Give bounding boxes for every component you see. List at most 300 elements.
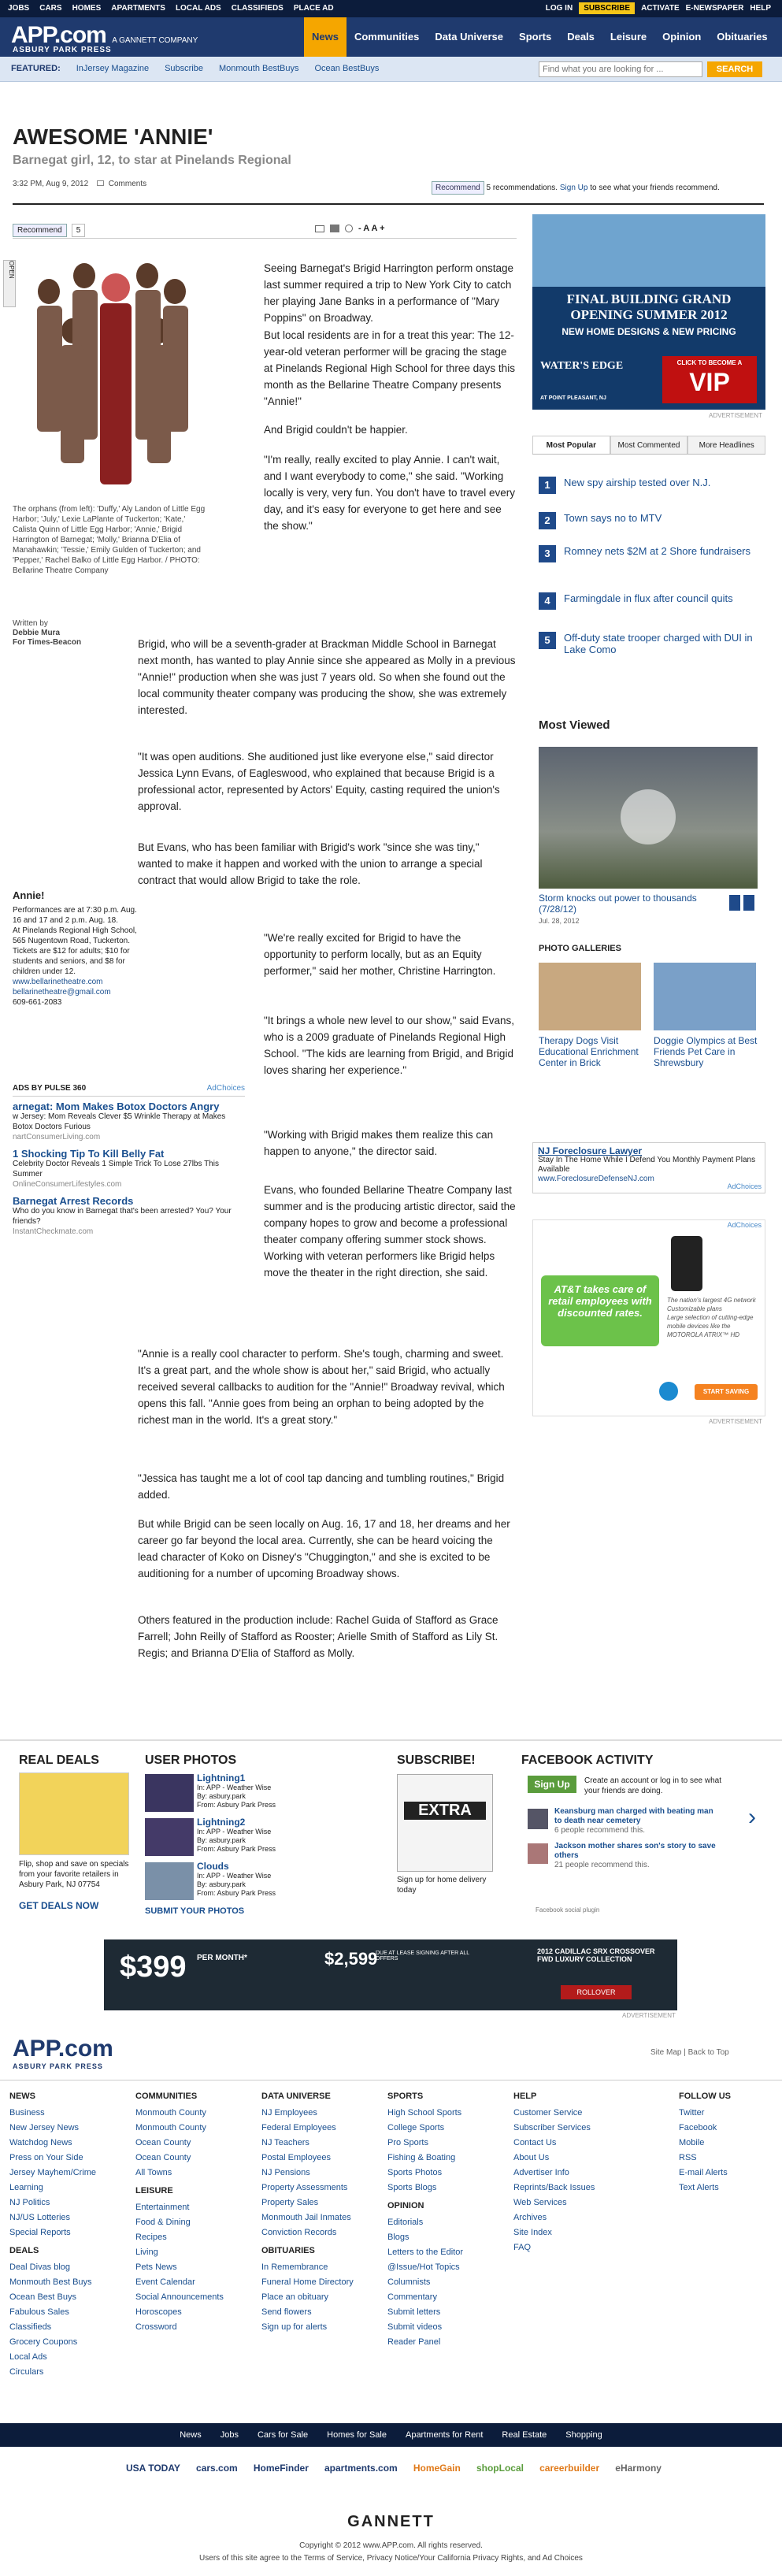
footer-link[interactable]: Grocery Coupons <box>9 2337 78 2347</box>
footer-link[interactable]: Funeral Home Directory <box>261 2277 354 2287</box>
paragraph: "It brings a whole new level to our show," said Evans, who is a 2009 graduate of Pinelands Regional High School. "The kids are learning from Brigid, and Brigid loves sharing her experience." <box>264 1015 515 1076</box>
featured-subscribe[interactable]: Subscribe <box>165 64 203 73</box>
footer-link[interactable]: Entertainment <box>135 2203 190 2212</box>
utility-link-apartments[interactable]: APARTMENTS <box>111 4 165 13</box>
nav-news[interactable]: News <box>304 17 347 57</box>
subscribe-title: SUBSCRIBE! <box>397 1754 476 1767</box>
photo-item <box>197 1818 276 1854</box>
tab-more-headlines[interactable]: More Headlines <box>687 436 765 454</box>
footer-link[interactable]: Editorials <box>387 2218 424 2227</box>
footer-col-follow <box>679 2089 773 2196</box>
att-cta-button[interactable]: START SAVING NOW <box>695 1384 758 1400</box>
utility-link-local-ads[interactable]: LOCAL ADS <box>175 4 221 13</box>
att-bullet: The nation's largest 4G network <box>667 1297 756 1304</box>
logo-company: A GANNETT COMPANY <box>112 36 198 45</box>
footer-link[interactable]: Sports Blogs <box>387 2183 437 2192</box>
partner-logos <box>126 2463 662 2474</box>
popular-item-link[interactable]: Town says no to MTV <box>564 512 662 524</box>
phone-image <box>671 1236 702 1291</box>
next-arrow-icon[interactable] <box>743 895 754 911</box>
footer-link[interactable]: Food & Dining <box>135 2218 191 2227</box>
text-size-icon[interactable]: - A A + <box>358 224 385 233</box>
footer-link[interactable]: Classifieds <box>9 2322 52 2332</box>
footer-link[interactable]: Send flowers <box>261 2307 312 2317</box>
logo-paper-name: ASBURY PARK PRESS <box>13 46 112 54</box>
partner-logo[interactable]: cars.com <box>196 2463 238 2474</box>
subscribe-text[interactable]: Sign up for home delivery today <box>397 1876 487 1895</box>
footer-link[interactable]: Monmouth Jail Inmates <box>261 2213 351 2222</box>
foreclosure-ad[interactable] <box>532 1142 765 1193</box>
photo-meta: In: APP - Weather Wise <box>197 1784 272 1791</box>
facebook-activity-title: FACEBOOK ACTIVITY <box>521 1754 654 1767</box>
footer-link[interactable]: Press on Your Side <box>9 2153 83 2162</box>
ad-model: 2012 CADILLAC SRX CROSSOVER FWD LUXURY COLLECTION <box>537 1947 655 1963</box>
twitter-link[interactable]: Twitter <box>679 2108 705 2118</box>
headline-rule <box>13 203 764 205</box>
print-icon[interactable] <box>330 225 339 232</box>
article-headline: AWESOME 'ANNIE' <box>13 124 213 149</box>
footer-link[interactable]: Site Index <box>513 2228 552 2237</box>
adchoices-link[interactable]: AdChoices <box>727 1182 762 1190</box>
footer-link[interactable]: Archives <box>513 2213 547 2222</box>
footer-link[interactable]: New Jersey News <box>9 2123 80 2132</box>
article-tools <box>315 224 385 233</box>
popular-item-link[interactable]: Off-duty state trooper charged with DUI in Lake Como <box>564 632 753 655</box>
photo-link[interactable]: Lightning2 <box>197 1817 246 1828</box>
footer-link[interactable]: NJ Employees <box>261 2108 317 2118</box>
site-logo[interactable] <box>11 22 198 54</box>
footer-col-head: NEWS <box>9 2092 35 2101</box>
popular-item[interactable]: 2 Town says no to MTV <box>539 512 759 529</box>
comments-icon <box>97 180 104 186</box>
footer-link[interactable]: Blogs <box>387 2233 410 2242</box>
ad-cta: CLICK TO BECOME A <box>676 359 743 366</box>
copyright: Copyright © 2012 www.APP.com. All rights reserved. <box>299 2541 483 2550</box>
nav-opinion[interactable]: Opinion <box>662 31 702 43</box>
photo-link[interactable]: Lightning1 <box>197 1772 246 1784</box>
factbox-phone: 609-661-2083 <box>13 998 62 1007</box>
footer-link[interactable]: Deal Divas blog <box>9 2262 71 2272</box>
signup-link[interactable]: Sign Up <box>559 184 588 192</box>
footer-col-data-universe <box>261 2089 380 2335</box>
comments-link[interactable]: Comments <box>108 180 147 188</box>
popular-item[interactable]: 1 New spy airship tested over N.J. <box>539 477 759 494</box>
footer-link[interactable]: Contact Us <box>513 2138 557 2147</box>
paragraph: "I'm really, really excited to play Annie. I can't wait, and I want everybody to come," she said. "Working locally is very, very fun. You don't have to travel every day, and it's easy for everyone to get here and see the show." <box>264 454 515 532</box>
footer-link[interactable]: Monmouth Best Buys <box>9 2277 92 2287</box>
login-link[interactable]: LOG IN <box>545 4 573 13</box>
submit-photos-link[interactable]: SUBMIT YOUR PHOTOS <box>145 1906 245 1916</box>
footer-link[interactable]: Property Sales <box>261 2198 319 2207</box>
photo-meta: From: Asbury Park Press <box>197 1845 276 1853</box>
photo-meta: By: asbury.park <box>197 1836 246 1844</box>
back-to-top-link[interactable]: Back to Top <box>687 2048 729 2057</box>
popular-item-link[interactable]: New spy airship tested over N.J. <box>564 477 711 488</box>
vip-button[interactable] <box>662 356 757 403</box>
partner-logo[interactable]: shopLocal <box>476 2463 524 2474</box>
article-date: 3:32 PM, Aug 9, 2012 <box>13 180 89 188</box>
footer-link[interactable]: Federal Employees <box>261 2123 336 2132</box>
popular-item-link[interactable]: Farmingdale in flux after council quits <box>564 592 733 604</box>
nav-deals[interactable]: Deals <box>567 31 595 43</box>
footer-link[interactable]: Business <box>9 2108 45 2118</box>
paragraph: But while Brigid can be seen locally on Aug. 16, 17 and 18, her dreams and her career go far beyond the local area. Currently, she can be heard voicing the lead character of Koko on Disney's "Chuggington," and she is excited to be auditioning for a number of upcoming Broadway shows. <box>138 1518 510 1579</box>
article-subhead: Barnegat girl, 12, to star at Pinelands Regional <box>13 154 291 167</box>
help-link[interactable]: HELP <box>750 4 771 13</box>
footer-link[interactable]: In Remembrance <box>261 2262 328 2272</box>
footer-link[interactable]: Reader Panel <box>387 2337 441 2347</box>
footer-link[interactable]: Watchdog News <box>9 2138 72 2147</box>
pulse-ad-headline[interactable]: Barnegat Arrest Records <box>13 1195 134 1207</box>
footer-col-head: HELP <box>513 2092 537 2101</box>
fb-item-link[interactable]: Jackson mother shares son's story to save others <box>554 1842 716 1860</box>
footer-link[interactable]: Social Announcements <box>135 2292 224 2302</box>
footer-link[interactable]: Subscriber Services <box>513 2123 591 2132</box>
tools-rule <box>13 238 517 239</box>
pulse-ad-url[interactable]: OnlineConsumerLifestyles.com <box>13 1180 122 1189</box>
user-photos-title: USER PHOTOS <box>145 1754 237 1767</box>
fb-item-count: 21 people recommend this. <box>554 1861 650 1869</box>
site-map-link[interactable]: Site Map <box>650 2048 682 2057</box>
fb-thumb <box>528 1809 548 1829</box>
att-ad-headline: AT&T takes care of retail employees with discounted rates. <box>541 1275 659 1346</box>
byline-writer[interactable]: Debbie Mura <box>13 629 61 637</box>
footer-link[interactable]: Ocean County <box>135 2138 191 2147</box>
get-deals-link[interactable]: GET DEALS NOW <box>19 1900 99 1911</box>
article-photo[interactable] <box>17 244 205 503</box>
footer-link[interactable]: Event Calendar <box>135 2277 195 2287</box>
footer-link[interactable]: Local Ads <box>9 2352 47 2362</box>
utility-link-jobs[interactable]: JOBS <box>8 4 30 13</box>
pulse-ad-headline[interactable]: 1 Shocking Tip To Kill Belly Fat <box>13 1148 165 1160</box>
pulse-ad-body: Celebrity Doctor Reveals 1 Simple Trick To Lose 27lbs This Summer <box>13 1160 219 1179</box>
footer-link[interactable]: Sports Photos <box>387 2168 443 2177</box>
footer-link[interactable]: Reprints/Back Issues <box>513 2183 595 2192</box>
bottom-nav-link[interactable]: Real Estate <box>502 2430 547 2440</box>
subscribe-image[interactable] <box>397 1774 493 1872</box>
fb-recommend <box>13 224 85 237</box>
rollover-button[interactable]: ROLLOVER <box>561 1985 632 1999</box>
video-title-link[interactable]: Storm knocks out power to thousands (7/28/12) <box>539 893 697 915</box>
footer-link[interactable]: Monmouth County <box>135 2108 206 2118</box>
logo-text: APP.com <box>11 22 106 48</box>
photo-meta: By: asbury.park <box>197 1792 246 1800</box>
paragraph: "Working with Brigid makes them realize this can happen to anyone," the director said. <box>264 1129 494 1157</box>
featured-injersey[interactable]: InJersey Magazine <box>76 64 150 73</box>
utility-link-cars[interactable]: CARS <box>39 4 62 13</box>
email-icon[interactable] <box>315 225 324 232</box>
ad-price: $399 <box>120 1951 187 1984</box>
photo-thumb[interactable] <box>145 1774 194 1812</box>
fb-item <box>554 1807 720 1835</box>
bottom-nav-link[interactable]: Cars for Sale <box>257 2430 309 2440</box>
footer-link[interactable]: Special Reports <box>9 2228 71 2237</box>
pulse-ad-body: w Jersey: Mom Reveals Clever $5 Wrinkle Therapy at Makes Botox Doctors Furious <box>13 1112 226 1131</box>
pulse-ad-url[interactable]: InstantCheckmate.com <box>13 1227 94 1236</box>
footer-link[interactable]: Pets News <box>135 2262 177 2272</box>
footer-link[interactable]: Web Services <box>513 2198 567 2207</box>
bottom-nav <box>0 2423 782 2447</box>
popular-item-link[interactable]: Romney nets $2M at 2 Shore fundraisers <box>564 545 751 557</box>
footer-link[interactable]: Jersey Mayhem/Crime <box>9 2168 97 2177</box>
nav-communities[interactable]: Communities <box>354 31 420 43</box>
photo-thumb[interactable] <box>145 1818 194 1856</box>
footer-col-help <box>513 2089 632 2255</box>
bottom-nav-link[interactable]: Jobs <box>220 2430 239 2440</box>
fb-item-count: 6 people recommend this. <box>554 1826 646 1835</box>
footer-col-head: FOLLOW US <box>679 2092 731 2101</box>
footer-col-communities <box>135 2089 254 2335</box>
footer-link[interactable]: High School Sports <box>387 2108 462 2118</box>
ad-brand: WATER'S EDGE <box>540 360 624 372</box>
footer-link[interactable]: Fabulous Sales <box>9 2307 69 2317</box>
gallery-link[interactable]: Doggie Olympics at Best Friends Pet Care in Shrewsbury <box>654 1035 758 1068</box>
footer-link[interactable]: Conviction Records <box>261 2228 337 2237</box>
factbox <box>13 890 139 1008</box>
foreclosure-ad-body: Stay In The Home While I Defend You Monthly Payment Plans Available <box>538 1156 756 1174</box>
footer-utility: Site Map | Back to Top <box>650 2048 729 2057</box>
play-icon[interactable] <box>621 789 676 844</box>
photo-meta: In: APP - Weather Wise <box>197 1872 272 1880</box>
partner-logo[interactable]: HomeGain <box>413 2463 461 2474</box>
text-alerts-link[interactable]: Text Alerts <box>679 2183 719 2192</box>
footer-link[interactable]: Submit letters <box>387 2307 441 2317</box>
modules-divider <box>0 1739 782 1741</box>
att-bullet: Customizable plans <box>667 1305 722 1312</box>
factbox-line: Tickets are $12 for adults; $10 for students and seniors, and $8 for children under 12. <box>13 947 130 976</box>
nav-obituaries[interactable]: Obituaries <box>717 31 768 43</box>
footer-link[interactable]: Sign up for alerts <box>261 2322 328 2332</box>
ad-per: PER MONTH* <box>197 1954 247 1962</box>
share-icon[interactable] <box>345 225 353 232</box>
bottom-nav-link[interactable]: Homes for Sale <box>327 2430 387 2440</box>
footer-col-head: OBITUARIES <box>261 2246 315 2255</box>
footer-link[interactable]: FAQ <box>513 2243 532 2252</box>
footer-link[interactable]: NJ Teachers <box>261 2138 309 2147</box>
video-date: Jul. 28, 2012 <box>539 917 580 925</box>
popular-item[interactable]: 4 Farmingdale in flux after council quits <box>539 592 759 610</box>
pulse-ads-title: ADS BY PULSE 360 <box>13 1084 87 1093</box>
search-input[interactable] <box>539 61 702 77</box>
pulse-ad-headline[interactable]: arnegat: Mom Makes Botox Doctors Angry <box>13 1101 220 1112</box>
partner-logo[interactable]: eHarmony <box>615 2463 662 2474</box>
utility-bar <box>0 0 782 17</box>
nav-sports[interactable]: Sports <box>519 31 552 43</box>
byline-org: For Times-Beacon <box>13 638 82 647</box>
bottom-nav-link[interactable]: Shopping <box>565 2430 602 2440</box>
photo-meta: From: Asbury Park Press <box>197 1889 276 1897</box>
paragraph: And Brigid couldn't be happier. <box>264 424 408 436</box>
footer-logo-paper: ASBURY PARK PRESS <box>13 2062 103 2070</box>
footer-logo[interactable] <box>13 2036 113 2070</box>
popular-item[interactable]: 3 Romney nets $2M at 2 Shore fundraisers <box>539 545 759 562</box>
footer-link[interactable]: NJ Politics <box>9 2198 50 2207</box>
gallery-link[interactable]: Therapy Dogs Visit Educational Enrichment Center in Brick <box>539 1035 639 1068</box>
footer-link[interactable]: Place an obituary <box>261 2292 328 2302</box>
cadillac-ad[interactable] <box>104 1939 677 2010</box>
footer-link[interactable]: Postal Employees <box>261 2153 332 2162</box>
tab-most-commented[interactable]: Most Commented <box>610 436 688 454</box>
byline <box>13 619 81 648</box>
ad-label: ADVERTISEMENT <box>622 2012 676 2019</box>
featured-ocean-bestbuys[interactable]: Ocean BestBuys <box>314 64 380 73</box>
footer-link[interactable]: @Issue/Hot Topics <box>387 2262 460 2272</box>
subscribe-button[interactable]: SUBSCRIBE <box>579 2 635 14</box>
utility-links <box>8 4 334 13</box>
featured-bar <box>0 57 782 82</box>
footer-link[interactable]: Advertiser Info <box>513 2168 569 2177</box>
fb-recommend-button[interactable]: Recommend <box>13 224 67 237</box>
partner-logo[interactable]: HomeFinder <box>253 2463 309 2474</box>
paragraph: But Evans, who has been familiar with Brigid's work "since she was tiny," wanted to make it happen and worked with the union to arrange a special contract that would allow Brigid to take the role. <box>138 841 483 886</box>
recommend-button[interactable]: Recommend <box>432 181 484 195</box>
footer-col-head: SPORTS <box>387 2092 424 2101</box>
partner-logo[interactable]: USA TODAY <box>126 2463 180 2474</box>
footer-link[interactable]: Commentary <box>387 2292 437 2302</box>
paragraph: "Annie is a really cool character to perform. She's tough, charming and sweet. It's a great part, and the whole show is about her," said Brigid, who actually received several callbacks to audition for the "Annie!" Broadway revival, which opens this fall. "Annie goes from being an orphan to being adopted by the richest man in the world. It's a great story." <box>138 1348 505 1426</box>
att-logo-icon <box>659 1382 678 1401</box>
footer-col-head: LEISURE <box>135 2186 173 2196</box>
paragraph: Others featured in the production include: Rachel Guida of Stafford as Grace Farrell; John Reilly of Stafford as Rooster; Arielle Smith of Stafford as Lily St. Regis; and Brianna D'Elia of Stafford as Molly. <box>138 1614 498 1659</box>
ad-brand-sub: AT POINT PLEASANT, NJ <box>540 395 606 401</box>
fb-item <box>554 1842 720 1870</box>
footer-link[interactable]: College Sports <box>387 2123 445 2132</box>
terms-text[interactable]: Users of this site agree to the Terms of Service, Privacy Notice/Your California Privacy Rights, and Ad Choices <box>199 2554 583 2563</box>
waters-edge-ad[interactable] <box>532 214 765 410</box>
photo-thumb[interactable] <box>145 1862 194 1900</box>
article-meta <box>13 180 146 188</box>
footer-col-sports <box>387 2089 506 2350</box>
gallery-thumb[interactable] <box>654 963 756 1030</box>
rss-link[interactable]: RSS <box>679 2153 697 2162</box>
real-deals-title: REAL DEALS <box>19 1754 99 1767</box>
activate-link[interactable]: ACTIVATE <box>641 4 680 13</box>
footer-link[interactable]: NJ/US Lotteries <box>9 2213 71 2222</box>
ad-line: OPENING SUMMER 2012 <box>570 307 728 322</box>
paragraph: Brigid, who will be a seventh-grader at Brackman Middle School in Barnegat next month, has wanted to play Annie since she appeared as Molly in a previous "Annie!" production when she was just 7 years old. So when she found out the local community theater company was producing the show, she was extremely interested. <box>138 638 516 716</box>
footer-link[interactable]: Monmouth County <box>135 2123 206 2132</box>
pulse-ad-url[interactable]: nartConsumerLiving.com <box>13 1133 101 1141</box>
paragraph: But local residents are in for a treat this year: The 12-year-old veteran performer will be gracing the stage at Pinelands Regional High School for three days this month as the Bellarine Theatre Company presents "Annie!" <box>264 329 515 407</box>
open-tab[interactable]: OPEN <box>3 260 16 307</box>
popular-tabs <box>532 436 765 455</box>
paragraph: "It was open auditions. She auditioned just like everyone else," said director Jessica Lynn Evans, of Eagleswood, who explained that because Brigid is a professional actor, represented by Actors' Equity, casting required the union's approval. <box>138 751 500 812</box>
adchoices-link[interactable]: AdChoices <box>727 1221 762 1229</box>
paragraph: "Jessica has taught me a lot of cool tap dancing and tumbling routines," Brigid added. <box>138 1472 505 1501</box>
photo-meta: From: Asbury Park Press <box>197 1801 276 1809</box>
tab-most-popular[interactable]: Most Popular <box>532 436 610 454</box>
video-player[interactable] <box>539 747 758 889</box>
prev-arrow-icon[interactable] <box>729 895 740 911</box>
pulse-ads <box>13 1083 245 1237</box>
deals-text: Flip, shop and save on specials from your favorite retailers in Asbury Park, NJ 07754 <box>19 1860 129 1889</box>
bottom-nav-link[interactable]: News <box>180 2430 202 2440</box>
footer-link[interactable]: Ocean County <box>135 2153 191 2162</box>
masthead <box>0 17 782 57</box>
footer-link[interactable]: Living <box>135 2248 158 2257</box>
att-ad-bullets <box>667 1296 762 1339</box>
footer-link[interactable]: Recipes <box>135 2233 167 2242</box>
popular-item[interactable]: 5 Off-duty state trooper charged with DUI in Lake Como <box>539 632 759 655</box>
utility-link-place-ad[interactable]: PLACE AD <box>293 4 334 13</box>
footer-link[interactable]: Customer Service <box>513 2108 583 2118</box>
adchoices-link[interactable]: AdChoices <box>206 1084 245 1093</box>
gallery-thumb[interactable] <box>539 963 641 1030</box>
ad-text: DUE AT LEASE SIGNING AFTER ALL OFFERS <box>376 1951 469 1962</box>
photo-item <box>197 1774 276 1810</box>
footer-link[interactable]: Crossword <box>135 2322 177 2332</box>
partner-logo[interactable]: apartments.com <box>324 2463 398 2474</box>
footer-link[interactable]: Ocean Best Buys <box>9 2292 76 2302</box>
mobile-link[interactable]: Mobile <box>679 2138 705 2147</box>
footer-link[interactable]: Pro Sports <box>387 2138 428 2147</box>
footer-link[interactable]: All Towns <box>135 2168 172 2177</box>
footer-link[interactable]: Horoscopes <box>135 2307 182 2317</box>
foreclosure-ad-url[interactable]: www.ForeclosureDefenseNJ.com <box>538 1175 654 1183</box>
att-ad[interactable] <box>532 1219 765 1416</box>
factbox-website-link[interactable]: www.bellarinetheatre.com <box>13 978 103 986</box>
ad-line: NEW HOME DESIGNS & NEW PRICING <box>561 326 736 337</box>
facebook-link[interactable]: Facebook <box>679 2123 717 2132</box>
fb-plugin-label: Facebook social plugin <box>536 1906 600 1913</box>
photo-meta: In: APP - Weather Wise <box>197 1828 272 1835</box>
gannett-logo[interactable]: GANNETT <box>347 2513 435 2530</box>
e-newspaper-link[interactable]: E-NEWSPAPER <box>685 4 744 13</box>
paragraph: "We're really excited for Brigid to have the opportunity to perform locally, but as an Equity performer," said her mother, Christine Harrington. <box>264 932 496 977</box>
ad-line: FINAL BUILDING GRAND <box>566 291 732 306</box>
byline-label: Written by <box>13 619 48 628</box>
nav-data-universe[interactable]: Data Universe <box>435 31 504 43</box>
paragraph: Seeing Barnegat's Brigid Harrington perform onstage last summer required a trip to New York City to catch her playing Jane Banks in a performance of "Mary Poppins" on Broadway. <box>264 262 514 324</box>
ad-photo <box>532 214 765 287</box>
footer-col-head: OPINION <box>387 2201 424 2210</box>
photo-caption: The orphans (from left): 'Duffy,' Aly Landon of Little Egg Harbor; 'July,' Lexie LaPlante of Tuckerton; 'Kate,' Calista Quinn of Little Egg Harbor; 'Annie,' Brigid Harrington of Barnegat; 'Molly,' Brianna D'Elia of Manahawkin; 'Tessie,' Emily Gulden of Tuckerton; and 'Pepper,' Rachel Balko of Little Egg Harbor. / PHOTO: Bellarine Theatre Company <box>13 505 206 575</box>
footer-col-head: COMMUNITIES <box>135 2092 198 2101</box>
footer-link[interactable]: Submit videos <box>387 2322 443 2332</box>
factbox-email-link[interactable]: bellarinetheatre@gmail.com <box>13 988 111 997</box>
footer-link[interactable]: Columnists <box>387 2277 431 2287</box>
fb-item-link[interactable]: Keansburg man charged with beating man to death near cemetery <box>554 1807 713 1825</box>
factbox-line: At Pinelands Regional High School, 565 Nugentown Road, Tuckerton. <box>13 926 137 945</box>
footer-link[interactable]: Circulars <box>9 2367 44 2377</box>
ad-label: ADVERTISEMENT <box>709 412 762 419</box>
main-nav <box>304 17 776 57</box>
footer-logo-text: APP.com <box>13 2036 113 2062</box>
recommend-count: 5 recommendations. <box>486 184 558 192</box>
footer-link[interactable]: About Us <box>513 2153 550 2162</box>
footer-col-head: DEALS <box>9 2246 39 2255</box>
fb-signup-button[interactable]: Sign Up <box>528 1776 576 1793</box>
search-button[interactable]: SEARCH <box>707 61 762 77</box>
footer-link[interactable]: Learning <box>9 2183 43 2192</box>
foreclosure-ad-title[interactable]: NJ Foreclosure Lawyer <box>538 1145 643 1156</box>
footer-link[interactable]: NJ Pensions <box>261 2168 310 2177</box>
utility-link-classifieds[interactable]: CLASSIFIEDS <box>231 4 284 13</box>
nav-leisure[interactable]: Leisure <box>610 31 647 43</box>
chevron-right-icon[interactable]: › <box>748 1804 756 1830</box>
photo-link[interactable]: Clouds <box>197 1861 229 1872</box>
deals-image[interactable] <box>19 1772 129 1855</box>
footer-link[interactable]: Letters to the Editor <box>387 2248 463 2257</box>
footer-link[interactable]: Fishing & Boating <box>387 2153 456 2162</box>
footer-link[interactable]: Property Assessments <box>261 2183 348 2192</box>
factbox-title: Annie! <box>13 889 45 901</box>
partner-logo[interactable]: careerbuilder <box>539 2463 600 2474</box>
utility-link-homes[interactable]: HOMES <box>72 4 102 13</box>
email-alerts-link[interactable]: E-mail Alerts <box>679 2168 728 2177</box>
bottom-nav-link[interactable]: Apartments for Rent <box>405 2430 484 2440</box>
featured-monmouth-bestbuys[interactable]: Monmouth BestBuys <box>218 64 299 73</box>
